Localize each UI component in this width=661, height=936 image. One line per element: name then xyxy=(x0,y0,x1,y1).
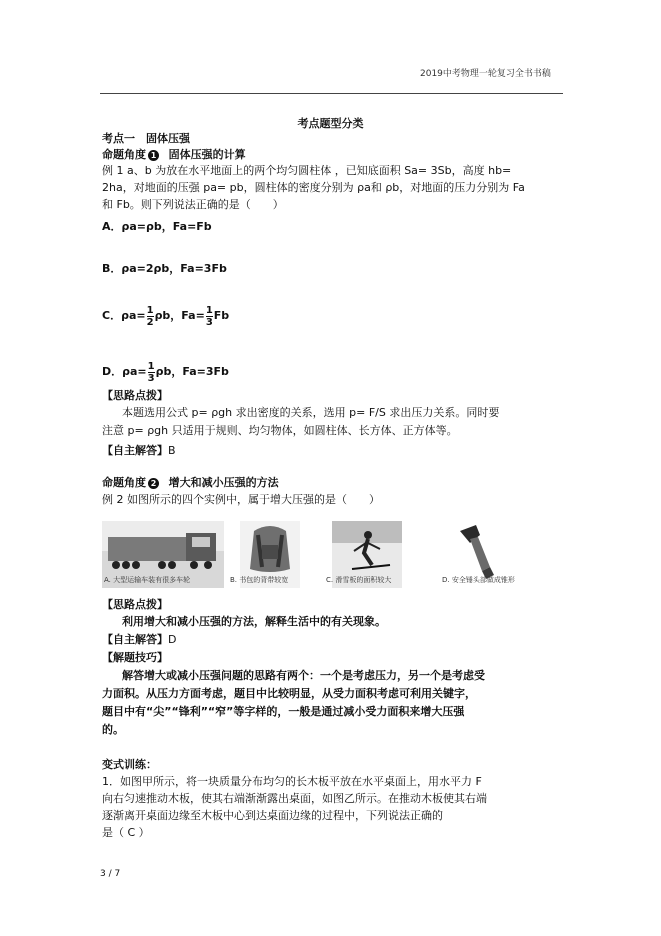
option-c-prefix: C．ρa= xyxy=(102,309,146,322)
practice-line3: 逐渐离开桌面边缘至木板中心到达桌面边缘的过程中，下列说法正确的 xyxy=(102,809,443,822)
fraction-half xyxy=(147,305,154,328)
example1-line2: 2ha，对地面的压强 pa= pb，圆柱体的密度分别为 ρa和 ρb，对地面的压力分别为 Fa xyxy=(102,181,525,194)
angle-title: 固体压强的计算 xyxy=(168,148,246,161)
answer1 xyxy=(102,443,176,459)
analysis2-text: 利用增大和减小压强的方法，解释生活中的有关现象。 xyxy=(122,615,386,628)
tips-label: 【解题技巧】 xyxy=(102,651,168,664)
analysis2-label: 【思路点拨】 xyxy=(102,598,168,611)
answer1-value: B xyxy=(168,444,176,457)
example1-line1: 例 1 a、b 为放在水平地面上的两个均匀圆柱体 ，已知底面积 Sa= 3Sb，高度 hb= xyxy=(102,164,512,177)
analysis1-line2: 注意 p= ρgh 只适用于规则、均匀物体，如圆柱体、长方体、正方体等。 xyxy=(102,424,458,437)
angle-heading-1 xyxy=(102,147,246,163)
fraction-third xyxy=(206,305,213,328)
running-header: 2019中考物理一轮复习全书书稿 xyxy=(420,69,551,79)
angle-prefix: 命题角度 xyxy=(102,476,146,489)
figure-caption-c: C. 滑雪板的面积较大 xyxy=(326,576,392,584)
tips-line4: 的。 xyxy=(102,723,124,736)
answer2 xyxy=(102,632,176,648)
answer2-value: D xyxy=(168,633,177,646)
tips-line3: 题目中有“尖”“锋利”“窄”等字样的，一般是通过减小受力面积来增大压强 xyxy=(102,705,465,718)
example1-line3: 和 Fb。则下列说法正确的是（ ） xyxy=(102,198,284,211)
practice-line4: 是（ C ） xyxy=(102,826,150,839)
option-c-suffix: Fb xyxy=(213,309,230,322)
practice-line2: 向右匀速推动木板，使其右端渐渐露出桌面，如图乙所示。在推动木板使其右端 xyxy=(102,792,487,805)
practice-line1: 1．如图甲所示，将一块质量分布均匀的长木板平放在水平桌面上，用水平力 F xyxy=(102,775,482,788)
fraction-denominator: 3 xyxy=(147,372,155,384)
figure-caption-b: B. 书包的背带较宽 xyxy=(230,576,289,584)
option-c-middle: ρb，Fa= xyxy=(154,309,205,322)
angle-title: 增大和减小压强的方法 xyxy=(168,476,279,489)
option-d-prefix: D．ρa= xyxy=(102,365,147,378)
figure-caption-d: D. 安全锤头部做成锥形 xyxy=(442,576,515,584)
page-title: 考点题型分类 xyxy=(297,117,364,130)
section-heading-1: 考点一 固体压强 xyxy=(102,132,190,145)
option-b: B．ρa=2ρb，Fa=3Fb xyxy=(102,262,227,275)
fraction-numerator: 1 xyxy=(147,360,155,372)
practice-label: 变式训练： xyxy=(102,758,157,771)
fraction-denominator: 3 xyxy=(205,316,213,328)
tips-line2: 力面积。从压力方面考虑，题目中比较明显，从受力面积考虑可利用关键字， xyxy=(102,687,476,700)
tips-line1: 解答增大或减小压强问题的思路有两个：一个是考虑压力，另一个是考虑受 xyxy=(122,669,485,682)
option-c xyxy=(102,303,229,329)
option-d-suffix: ρb，Fa=3Fb xyxy=(155,365,229,378)
header-rule xyxy=(100,93,563,94)
fraction-denominator: 2 xyxy=(146,316,154,328)
figure-caption-a: A. 大型运输车装有很多车轮 xyxy=(104,576,191,584)
page-number: 3 / 7 xyxy=(100,869,121,879)
angle-prefix: 命题角度 xyxy=(102,148,146,161)
fraction-third xyxy=(148,361,155,384)
analysis1-label: 【思路点拨】 xyxy=(102,389,168,402)
option-a: A．ρa=ρb，Fa=Fb xyxy=(102,220,212,233)
number-circle-icon: 1 xyxy=(148,150,159,161)
example2-line: 例 2 如图所示的四个实例中，属于增大压强的是（ ） xyxy=(102,493,380,506)
number-circle-icon: 2 xyxy=(148,478,159,489)
answer2-label: 【自主解答】 xyxy=(102,633,168,646)
fraction-numerator: 1 xyxy=(205,304,213,316)
fraction-numerator: 1 xyxy=(146,304,154,316)
answer1-label: 【自主解答】 xyxy=(102,444,168,457)
angle-heading-2 xyxy=(102,475,279,491)
option-d xyxy=(102,359,229,385)
analysis1-line1: 本题选用公式 p= ρgh 求出密度的关系，选用 p= F/S 求出压力关系。同时要 xyxy=(122,406,500,419)
